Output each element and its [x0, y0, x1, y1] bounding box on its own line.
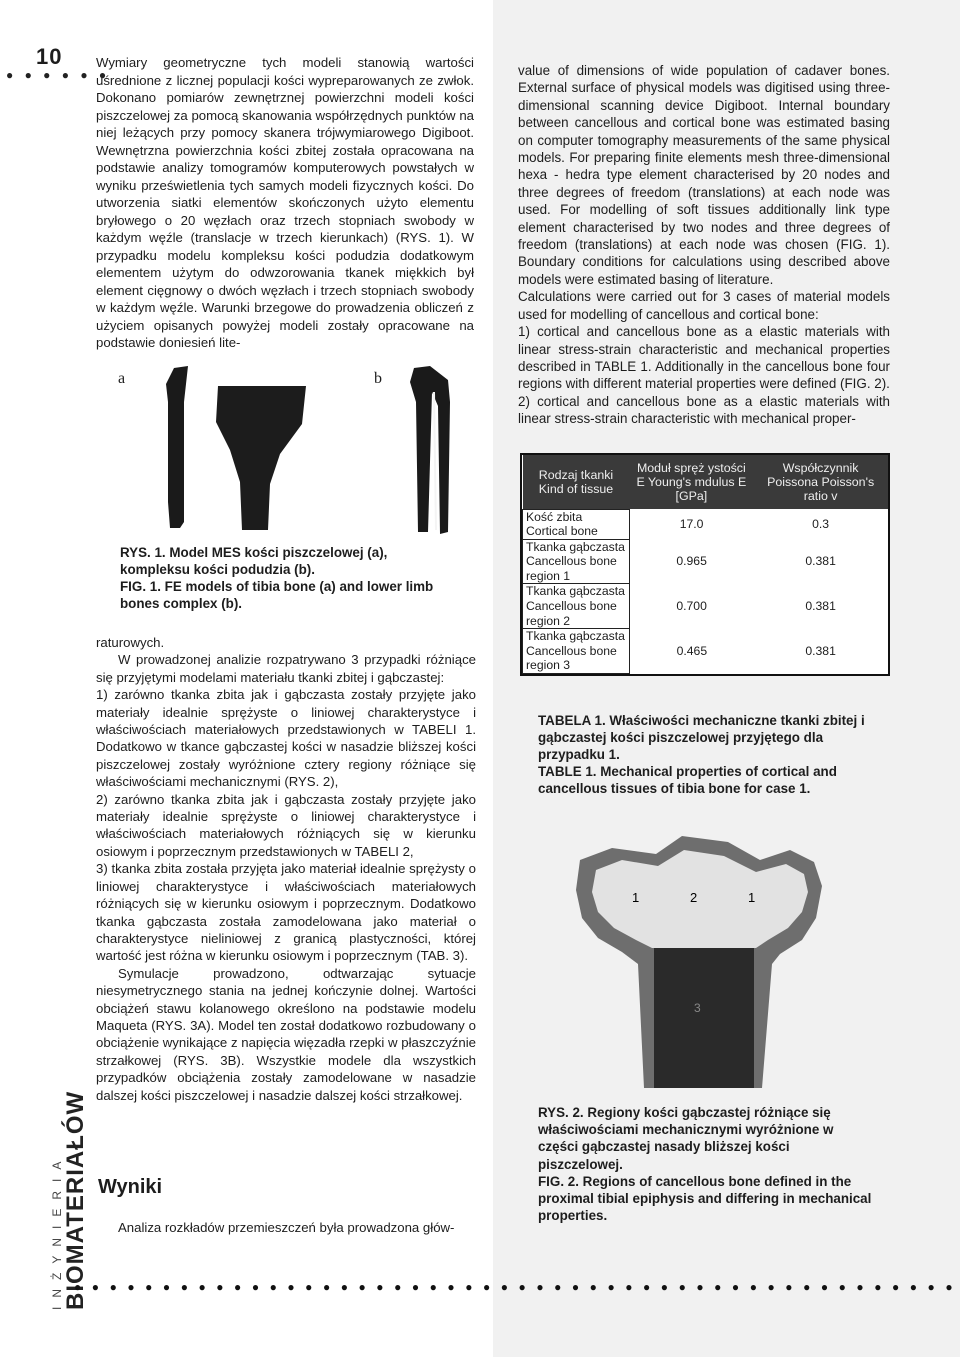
journal-brand-vertical	[47, 1010, 87, 1320]
kind-line: Tkanka gąbczasta	[526, 539, 625, 554]
paragraph: 1) zarówno tkanka zbita jak i gąbczasta zostały przyjęte jako materiały idealnie sprężyste o liniowej charakterystyce i właściwościach materiałowych przedstawionych w TABELI 1. Dodatkowo w tkance gąbczastej kości w nasadzie bliższej kości piszczelowej zostały wyróżnione cztery regiony różniące się właściwościami mechanicznymi (RYS. 2),	[96, 687, 476, 790]
table-cell-kind	[523, 509, 630, 539]
paragraph: value of dimensions of wide population of cadaver bones. External surface of physical models was digitised using three-dimensional scanning device Digiboot. Internal boundary between cancellous and cortical bone was estimated basing on computer tomography measurements of the same physical models. For preparing finite elements mesh three-dimensional hexa - hedra type element characterised by 20 nodes and three degrees of freedom (translations) at each node was used. For modelling of soft tissues additionally link type element characterised by two nodes and three degrees of freedom (translations) at each node was chosen (FIG. 1). Boundary conditions for calculations using described above models were estimated basing of literature.	[518, 63, 890, 287]
region-label: 1	[748, 890, 756, 905]
cancellous-regions-illustration	[552, 830, 844, 1088]
table-1-caption	[538, 712, 870, 797]
brand-vertical-text: INŻYNIERIA	[50, 1152, 64, 1310]
figure-1-label-b: b	[374, 370, 382, 387]
kind-line: region 1	[526, 568, 571, 583]
table-cell-v: 0.381	[805, 554, 836, 569]
kind-line: Kość zbita	[526, 509, 583, 524]
figure-1-caption	[120, 544, 460, 612]
table-cell-e: 0.965	[676, 554, 707, 569]
table-cell-e: 0.465	[676, 643, 708, 658]
table-cell-kind	[523, 539, 630, 584]
kind-line: Cortical bone	[526, 524, 598, 539]
figure-2	[552, 830, 844, 1088]
paragraph: Wymiary geometryczne tych modeli stanowią wartości uśrednione z licznej populacji kości wypreparowanych ze zwłok. Dokonano pomiarów zewnętrznej powierzchni modeli kości piszczelowej za pomocą skanowania współrzędnych punktów na niej leżących przy pomocy skanera trójwymiarowego Digiboot. Wewnętrzna powierzchnia kości zbitej została opracowana na podstawie analizy tomogramów komputerowych powstałych w wyniku prześwietlenia tych samych modeli fizycznych kości. Do utworzenia siatki elementów skończonych użyto elementu bryłowego o 20 węzłach oraz trzech stopniach swobody w każdym węźle (translacje w trzech kierunkach) (RYS. 1). W przypadku modelu kompleksu kości podudzia dodatkowym elementem użytym do odwzorowania tkanek miękkich był element cięgnowy o dwóch węzłach i trzech stopniach swobody w każdym węźle. Warunki brzegowe do prowadzenia obliczeń z użyciem opisanych powyżej modeli zostały opracowane na podstawie doniesień lite-	[96, 55, 474, 350]
kind-line: Cancellous bone	[526, 643, 617, 658]
figure-2-caption	[538, 1104, 874, 1224]
table-cell-kind	[523, 584, 630, 629]
table-row	[523, 629, 888, 674]
table-row	[523, 539, 888, 584]
section-heading-wyniki: Wyniki	[98, 1176, 163, 1198]
tibia-models-illustration	[118, 362, 468, 537]
table-cell-v: 0.381	[805, 643, 836, 658]
table-1	[520, 453, 890, 676]
paragraph: W prowadzonej analizie rozpatrywano 3 przypadki różniące się przyjętymi modelami materiału tkanki zbitej i gąbczastej:	[96, 652, 476, 685]
region-label: 1	[632, 890, 640, 905]
figure-1-label-a: a	[118, 370, 126, 387]
table-cell-e: 17.0	[679, 516, 704, 531]
decorative-dots-top: ● ● ● ● ● ●	[6, 68, 111, 82]
table-row	[523, 584, 888, 629]
journal-logo	[47, 1010, 87, 1320]
table-header-row	[523, 455, 888, 509]
figure-1-caption-en: FIG. 1. FE models of tibia bone (a) and lower limb bones complex (b).	[120, 579, 434, 611]
right-column-text	[518, 62, 890, 428]
table-header-cell: Współczynnik Poissona Poisson's ratio v	[754, 455, 888, 509]
kind-line: Tkanka gąbczasta	[526, 629, 625, 644]
mechanical-properties-table	[522, 455, 888, 674]
table-1-caption-en: TABLE 1. Mechanical properties of cortical and cancellous tissues of tibia bone for case 1.	[538, 764, 837, 796]
paragraph: Calculations were carried out for 3 cases of material models used for modelling of cancellous and cortical bone:	[518, 289, 890, 322]
paragraph: 2) cortical and cancellous bone as a elastic materials with linear stress-strain characteristic with mechanical proper-	[518, 393, 890, 427]
table-row	[523, 509, 888, 539]
table-cell-kind	[523, 629, 630, 674]
kind-line: Cancellous bone	[526, 599, 617, 614]
page-number: 10	[36, 44, 63, 69]
paragraph: raturowych.	[96, 635, 165, 650]
paragraph: Symulacje prowadzono, odtwarzając sytuacje niesymetrycznego stania na jednej kończynie dolnej. Wartości obciążeń stawu kolanowego określono na podstawie modelu Maqueta (RYS. 3A). Model ten został dodatkowo rozbudowany o obciążenie wynikające z napięcia więzadła rzepki w płaszczyźnie strzałkowej (RYS. 3B). Wszystkie modele dla wszystkich przypadków obciążenia zostały zamodelowane w nasadzie dalszej kości piszczelowej i nasadzie dalszej kości strzałkowej.	[96, 965, 476, 1103]
paragraph: 1) cortical and cancellous bone as a elastic materials with linear stress-strain characteristic and mechanical properties described in TABLE 1. Additionally in the cancellous bone four regions with different material properties were defined (FIG. 2).	[518, 324, 890, 392]
table-header-cell: Moduł spręż ystości E Young's mdulus E [GPa]	[630, 455, 754, 509]
region-label: 2	[690, 890, 698, 905]
table-header-cell: Rodzaj tkanki Kind of tissue	[523, 455, 630, 509]
table-cell-e: 0.700	[676, 599, 707, 614]
brand-main-text: BIOMATERIAŁÓW	[62, 1090, 87, 1310]
kind-line: region 3	[526, 658, 571, 673]
table-1-caption-pl: TABELA 1. Właściwości mechaniczne tkanki zbitej i gąbczastej kości piszczelowej przyjętego dla przypadku 1.	[538, 713, 865, 762]
kind-line: Tkanka gąbczasta	[526, 584, 625, 599]
kind-line: Cancellous bone	[526, 554, 617, 569]
wyniki-paragraph: Analiza rozkładów przemieszczeń była prowadzona głów-	[118, 1220, 455, 1235]
paragraph: 2) zarówno tkanka zbita jak i gąbczasta zostały przyjęte jako materiały idealnie sprężyste o liniowej charakterystyce i właściwościach materiałowych różniących się w kierunku osiowym i poprzecznym przedstawionych w TABELI 2,	[96, 791, 476, 859]
table-cell-v: 0.381	[805, 599, 836, 614]
table-cell-v: 0.3	[812, 516, 830, 531]
paragraph: 3) tkanka zbita została przyjęta jako materiał idealnie sprężysty o liniowej charakterystyce i właściwościach materiałowych różniących się w kierunku osiowym i poprzecznym. Dodatkowo tkanka gąbczasta została zamodelowana jako materiał o charakterystyce nieliniowej z granicą plastyczności, której wartość jest różna w kierunku osiowym i poprzecznym (TAB. 3).	[96, 861, 476, 964]
region-label: 3	[694, 1001, 701, 1015]
figure-1	[118, 362, 468, 537]
left-column-text-1	[96, 54, 474, 352]
figure-2-caption-en: FIG. 2. Regions of cancellous bone defined in the proximal tibial epiphysis and differing in mechanical properties.	[538, 1173, 872, 1224]
kind-line: region 2	[526, 613, 571, 628]
left-column-text-2	[96, 634, 476, 1104]
decorative-dots-bottom: ● ● ● ● ● ● ● ● ● ● ● ● ● ● ● ● ● ● ● ● ● ● ● ● ● ● ● ● ● ● ● ● ● ● ● ● ● ● ● ● ● ● ● ● ● ● ● ● ● ●	[74, 1280, 957, 1294]
figure-2-caption-pl: RYS. 2. Regiony kości gąbczastej różniące się właściwościami mechanicznymi wyróżnione w części gąbczastej nasady bliższej kości piszczelowej.	[538, 1105, 834, 1172]
figure-1-caption-pl: RYS. 1. Model MES kości piszczelowej (a), kompleksu kości podudzia (b).	[120, 545, 388, 577]
